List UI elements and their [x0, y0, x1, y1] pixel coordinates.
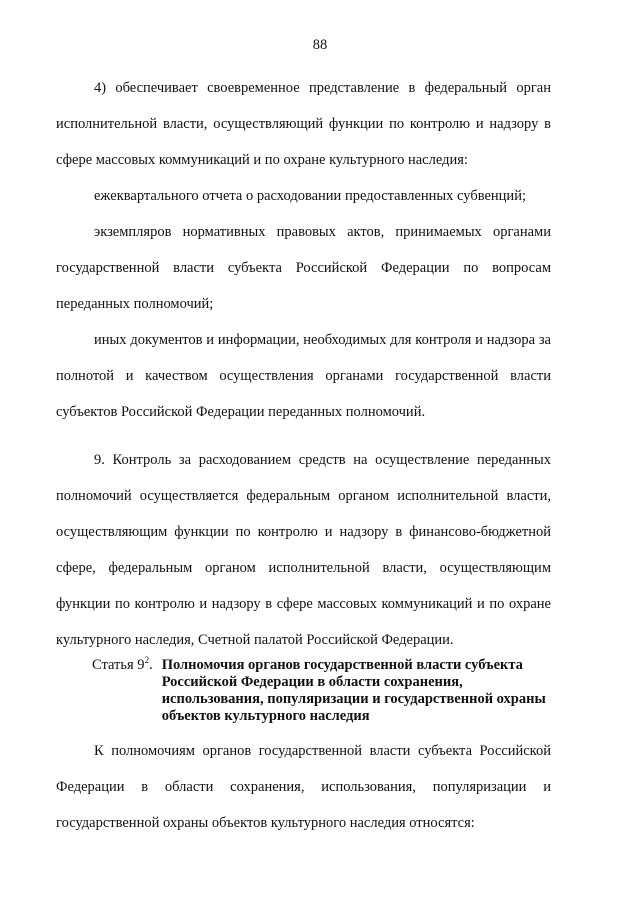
article-title: Полномочия органов государственной власти субъекта Российской Федерации в области сохранения, использования, популяризации и государственной охраны объектов культурного наследия [161, 657, 546, 724]
paragraph-powers-intro: К полномочиям органов государственной власти субъекта Российской Федерации в области сохранения, использования, популяризации и государственной охраны объектов культурного наследия относятся: [56, 743, 551, 831]
article-number: Статья $9^2$. [92, 655, 153, 673]
text-block-powers [56, 733, 551, 841]
paragraph-item-9: 9. Контроль за расходованием средств на осуществление переданных полномочий осуществляется федеральным органом исполнительной власти, осуществляющим функции по контролю и надзору в финансово-бюджетной сфере, федеральным органом исполнительной власти, осуществляющим функции по контролю и надзору в сфере массовых коммуникаций и по охране культурного наследия, Счетной палатой Российской Федерации. [56, 452, 551, 648]
page-number: 88 [312, 37, 328, 53]
paragraph-legal-acts: экземпляров нормативных правовых актов, принимаемых органами государственной власти субъекта Российской Федерации по вопросам переданных полномочий; [56, 224, 551, 312]
text-block-control [56, 442, 551, 658]
article-heading [92, 657, 552, 725]
paragraph-quarterly-report: ежеквартального отчета о расходовании предоставленных субвенций; [94, 188, 526, 204]
text-block-obligations [56, 70, 551, 430]
paragraph-other-documents: иных документов и информации, необходимых для контроля и надзора за полнотой и качеством осуществления органами государственной власти субъектов Российской Федерации переданных полномочий. [56, 332, 551, 420]
paragraph-item-4: 4) обеспечивает своевременное представление в федеральный орган исполнительной власти, осуществляющий функции по контролю и надзору в сфере массовых коммуникаций и по охране культурного наследия: [56, 80, 551, 168]
article-superscript: 2 [144, 655, 150, 665]
